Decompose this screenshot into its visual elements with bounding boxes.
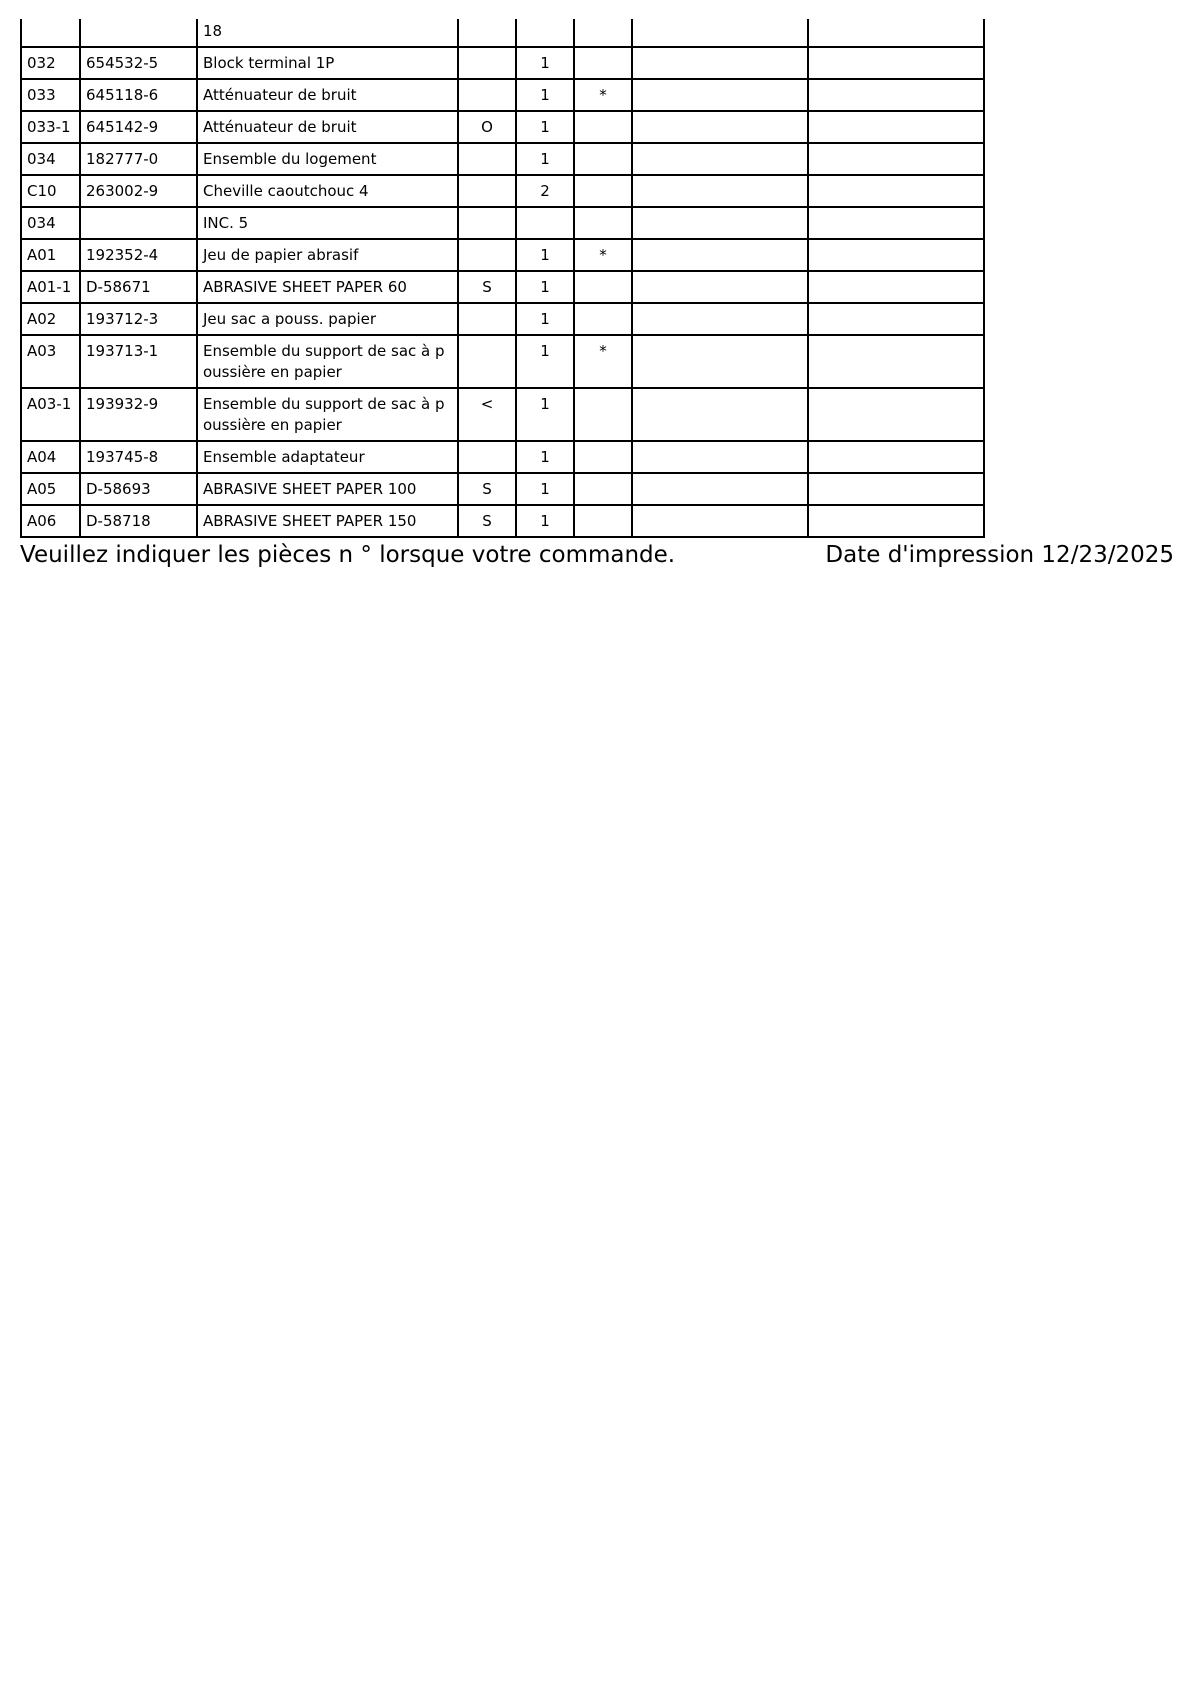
- table-row: [21, 111, 984, 143]
- marker-cell: [574, 473, 632, 505]
- marker-cell: [574, 19, 632, 47]
- description-line: Ensemble du support de sac à p: [203, 395, 445, 413]
- note-cell: S: [458, 271, 516, 303]
- empty-cell: [632, 271, 808, 303]
- empty-cell: [632, 19, 808, 47]
- description-line: ABRASIVE SHEET PAPER 150: [203, 512, 417, 530]
- description-cell: [197, 271, 458, 303]
- description-line: 18: [203, 22, 223, 40]
- empty-cell: [808, 303, 984, 335]
- description-cell: [197, 79, 458, 111]
- description-cell: [197, 19, 458, 47]
- item-number-cell: A06: [21, 505, 80, 537]
- description-cell: [197, 441, 458, 473]
- description-cell: [197, 175, 458, 207]
- empty-cell: [632, 303, 808, 335]
- description-cell: [197, 473, 458, 505]
- note-cell: [458, 441, 516, 473]
- empty-cell: [632, 111, 808, 143]
- description-line: Ensemble du support de sac à p: [203, 342, 445, 360]
- part-number-cell: 182777-0: [80, 143, 197, 175]
- item-number-cell: A01-1: [21, 271, 80, 303]
- part-number-cell: 654532-5: [80, 47, 197, 79]
- item-number-cell: 034: [21, 143, 80, 175]
- table-row: [21, 271, 984, 303]
- quantity-cell: 1: [516, 111, 574, 143]
- marker-cell: [574, 441, 632, 473]
- marker-cell: *: [574, 79, 632, 111]
- description-line: ABRASIVE SHEET PAPER 100: [203, 480, 417, 498]
- empty-cell: [808, 143, 984, 175]
- part-number-cell: D-58718: [80, 505, 197, 537]
- note-cell: [458, 239, 516, 271]
- description-cell: [197, 111, 458, 143]
- description-cell: [197, 207, 458, 239]
- empty-cell: [632, 388, 808, 441]
- empty-cell: [808, 207, 984, 239]
- description-line: Ensemble adaptateur: [203, 448, 365, 466]
- description-line: oussière en papier: [203, 363, 342, 381]
- empty-cell: [632, 47, 808, 79]
- table-row: [21, 441, 984, 473]
- note-cell: [458, 175, 516, 207]
- description-line: Jeu de papier abrasif: [203, 246, 359, 264]
- note-cell: O: [458, 111, 516, 143]
- empty-cell: [808, 111, 984, 143]
- empty-cell: [808, 79, 984, 111]
- empty-cell: [632, 473, 808, 505]
- table-row: [21, 505, 984, 537]
- note-cell: [458, 303, 516, 335]
- description-cell: [197, 335, 458, 388]
- part-number-cell: [80, 19, 197, 47]
- parts-table: [20, 19, 985, 538]
- quantity-cell: 1: [516, 239, 574, 271]
- marker-cell: [574, 111, 632, 143]
- empty-cell: [632, 175, 808, 207]
- description-cell: [197, 143, 458, 175]
- item-number-cell: A03-1: [21, 388, 80, 441]
- empty-cell: [808, 271, 984, 303]
- empty-cell: [808, 239, 984, 271]
- quantity-cell: 1: [516, 473, 574, 505]
- marker-cell: [574, 175, 632, 207]
- item-number-cell: C10: [21, 175, 80, 207]
- description-line: Jeu sac a pouss. papier: [203, 310, 377, 328]
- item-number-cell: [21, 19, 80, 47]
- empty-cell: [632, 505, 808, 537]
- note-cell: [458, 335, 516, 388]
- marker-cell: *: [574, 335, 632, 388]
- table-row: [21, 175, 984, 207]
- quantity-cell: 1: [516, 303, 574, 335]
- description-line: INC. 5: [203, 214, 249, 232]
- description-line: Cheville caoutchouc 4: [203, 182, 369, 200]
- table-row: [21, 143, 984, 175]
- marker-cell: [574, 47, 632, 79]
- empty-cell: [808, 505, 984, 537]
- table-row: [21, 335, 984, 388]
- empty-cell: [632, 79, 808, 111]
- table-row: [21, 79, 984, 111]
- note-cell: [458, 79, 516, 111]
- part-number-cell: 192352-4: [80, 239, 197, 271]
- part-number-cell: [80, 207, 197, 239]
- empty-cell: [808, 441, 984, 473]
- empty-cell: [808, 47, 984, 79]
- part-number-cell: 193745-8: [80, 441, 197, 473]
- empty-cell: [808, 388, 984, 441]
- item-number-cell: A02: [21, 303, 80, 335]
- table-row: [21, 303, 984, 335]
- quantity-cell: 1: [516, 79, 574, 111]
- note-cell: [458, 19, 516, 47]
- note-cell: S: [458, 473, 516, 505]
- empty-cell: [632, 335, 808, 388]
- description-cell: [197, 505, 458, 537]
- note-cell: [458, 207, 516, 239]
- quantity-cell: 1: [516, 388, 574, 441]
- empty-cell: [632, 239, 808, 271]
- marker-cell: *: [574, 239, 632, 271]
- item-number-cell: A03: [21, 335, 80, 388]
- description-line: oussière en papier: [203, 416, 342, 434]
- order-instruction: Veuillez indiquer les pièces n ° lorsque votre commande.: [20, 542, 676, 568]
- table-row: [21, 207, 984, 239]
- part-number-cell: D-58693: [80, 473, 197, 505]
- description-cell: [197, 388, 458, 441]
- empty-cell: [808, 335, 984, 388]
- part-number-cell: 193713-1: [80, 335, 197, 388]
- item-number-cell: A01: [21, 239, 80, 271]
- empty-cell: [632, 441, 808, 473]
- description-line: Atténuateur de bruit: [203, 118, 357, 136]
- marker-cell: [574, 505, 632, 537]
- quantity-cell: [516, 207, 574, 239]
- marker-cell: [574, 388, 632, 441]
- description-cell: [197, 303, 458, 335]
- quantity-cell: 1: [516, 505, 574, 537]
- marker-cell: [574, 303, 632, 335]
- description-line: ABRASIVE SHEET PAPER 60: [203, 278, 407, 296]
- parts-table-body: [21, 19, 984, 537]
- table-row: [21, 47, 984, 79]
- empty-cell: [808, 473, 984, 505]
- quantity-cell: 1: [516, 47, 574, 79]
- marker-cell: [574, 143, 632, 175]
- item-number-cell: A05: [21, 473, 80, 505]
- part-number-cell: 645118-6: [80, 79, 197, 111]
- quantity-cell: 1: [516, 143, 574, 175]
- item-number-cell: 034: [21, 207, 80, 239]
- quantity-cell: 1: [516, 335, 574, 388]
- part-number-cell: 263002-9: [80, 175, 197, 207]
- item-number-cell: 033: [21, 79, 80, 111]
- quantity-cell: 2: [516, 175, 574, 207]
- description-line: Ensemble du logement: [203, 150, 377, 168]
- part-number-cell: 645142-9: [80, 111, 197, 143]
- item-number-cell: 033-1: [21, 111, 80, 143]
- empty-cell: [632, 207, 808, 239]
- note-cell: [458, 47, 516, 79]
- table-row: [21, 19, 984, 47]
- quantity-cell: 1: [516, 271, 574, 303]
- marker-cell: [574, 207, 632, 239]
- note-cell: S: [458, 505, 516, 537]
- part-number-cell: 193932-9: [80, 388, 197, 441]
- empty-cell: [808, 19, 984, 47]
- description-cell: [197, 47, 458, 79]
- item-number-cell: A04: [21, 441, 80, 473]
- quantity-cell: [516, 19, 574, 47]
- description-cell: [197, 239, 458, 271]
- description-line: Atténuateur de bruit: [203, 86, 357, 104]
- print-date: Date d'impression 12/23/2025: [825, 542, 1174, 568]
- note-cell: [458, 143, 516, 175]
- table-row: [21, 473, 984, 505]
- part-number-cell: D-58671: [80, 271, 197, 303]
- table-row: [21, 388, 984, 441]
- marker-cell: [574, 271, 632, 303]
- table-row: [21, 239, 984, 271]
- empty-cell: [808, 175, 984, 207]
- empty-cell: [632, 143, 808, 175]
- part-number-cell: 193712-3: [80, 303, 197, 335]
- quantity-cell: 1: [516, 441, 574, 473]
- note-cell: <: [458, 388, 516, 441]
- description-line: Block terminal 1P: [203, 54, 335, 72]
- item-number-cell: 032: [21, 47, 80, 79]
